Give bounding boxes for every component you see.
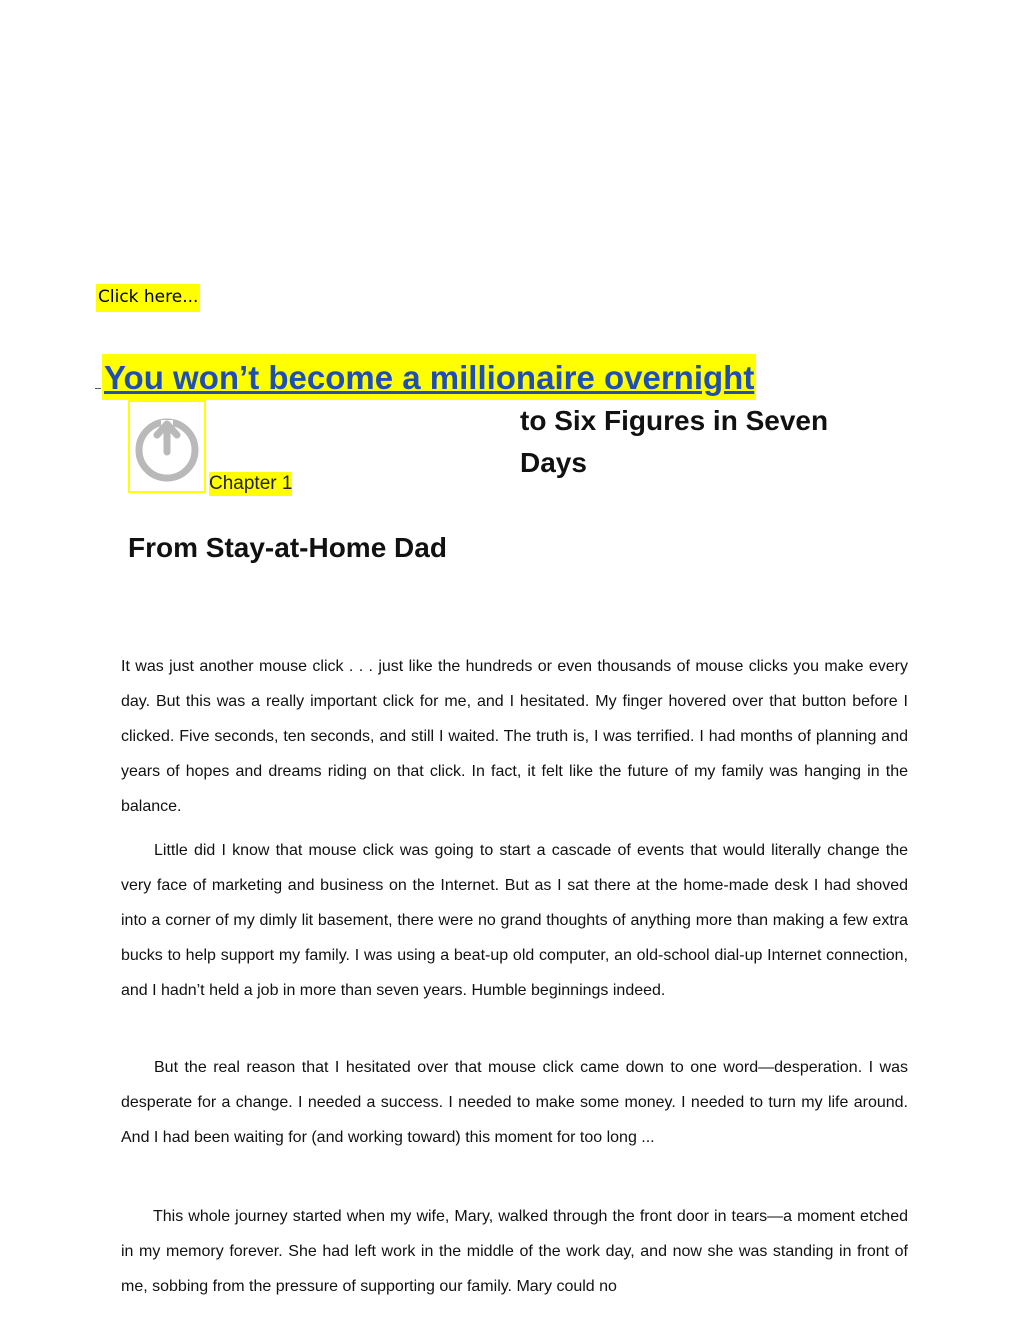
paragraph-3: But the real reason that I hesitated over that mouse click came down to one word—desperation. I was desperate for a change. I needed a success. I needed to make some money. I needed to turn my life around. And I had been waiting for (and working toward) this moment for too long ... [121, 1059, 908, 1146]
book-subtitle: to Six Figures in Seven Days [520, 405, 829, 478]
headline-link[interactable]: You won’t become a millionaire overnight [102, 354, 756, 400]
chapter-label: Chapter 1 [209, 473, 293, 494]
paragraph-1: It was just another mouse click . . . just like the hundreds or even thousands of mouse clicks you make every day. But this was a really important click for me, and I hesitated. My finger hovered over that button before I clicked. Five seconds, ten seconds, and still I waited. The truth is, I was terrified. I had months of planning and years of hopes and dreams riding on that click. In fact, it felt like the future of my family was hanging in the balance. [121, 658, 908, 815]
paragraph-2: Little did I know that mouse click was going to start a cascade of events that would literally change the very face of marketing and business on the Internet. But as I sat there at the home-made desk I had shoved into a corner of my dimly lit basement, there were no grand thoughts of anything more than making a few extra bucks to help support my family. I was using a beat-up old computer, an old-school dial-up Internet connection, and I hadn’t held a job in more than seven years. Humble beginnings indeed. [121, 842, 908, 999]
power-button[interactable] [128, 400, 206, 493]
power-icon [132, 404, 202, 489]
paragraph-4: This whole journey started when my wife, Mary, walked through the front door in tears—a moment etched in my memory forever. She had left work in the middle of the work day, and now she was standing in front of me, sobbing from the pressure of supporting our family. Mary could no [121, 1208, 908, 1295]
click-here-link[interactable]: Click here... [96, 284, 200, 312]
divider [95, 388, 101, 389]
chapter-title: From Stay-at-Home Dad [128, 532, 447, 563]
